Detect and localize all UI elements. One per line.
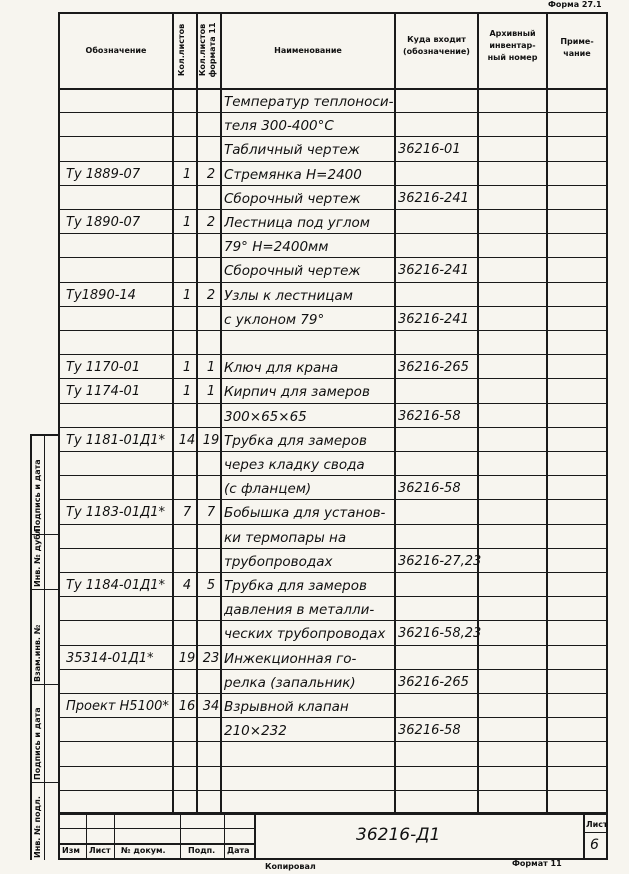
cell-sheets: 1	[182, 360, 192, 376]
cell-name: Бобышка для установ-	[224, 505, 386, 522]
table-row	[58, 621, 608, 645]
table-row	[58, 113, 608, 137]
table-row	[58, 646, 608, 670]
cell-name: ческих трубопроводах	[224, 626, 386, 643]
header-archive: Архивный инвентар- ный номер	[487, 29, 538, 62]
tb-date-label: Дата	[227, 846, 250, 855]
cell-name: Сборочный чертеж	[224, 190, 361, 207]
cell-name: Кирпич для замеров	[224, 384, 370, 401]
cell-name: с уклоном 79°	[224, 311, 325, 328]
header-qty-format: Кол.листов формата 11	[198, 22, 217, 78]
footer-format: Формат 11	[512, 859, 562, 868]
cell-designation: 35314-01Д1*	[66, 650, 154, 666]
header-qty-sheets: Кол.листов	[177, 23, 186, 77]
tb-sheet-divider	[583, 832, 607, 833]
sheet-number: 6	[590, 837, 599, 853]
side-div-4	[30, 782, 58, 783]
cell-designation: Ту 1181-01Д1*	[66, 432, 166, 448]
tb-col-2	[114, 812, 115, 858]
cell-where-used: 36216-58	[398, 723, 461, 739]
doc-code: 36216-Д1	[356, 825, 441, 845]
table-row	[58, 476, 608, 500]
cell-designation: Проект Н5100*	[66, 699, 169, 714]
table-row	[58, 742, 608, 766]
table-row	[58, 258, 608, 282]
table-row	[58, 525, 608, 549]
tb-docno-label: № докум.	[121, 846, 166, 855]
cell-sheets: 16	[178, 699, 196, 714]
cell-sheets: 1	[182, 166, 192, 182]
cell-format: 1	[206, 360, 216, 376]
table-row	[58, 283, 608, 307]
table-row	[58, 186, 608, 210]
header-where-used: Куда входит (обозначение)	[403, 35, 470, 56]
side-sign-date-2: Подпись и дата	[33, 707, 42, 780]
cell-format: 7	[206, 505, 216, 521]
cell-name: Сборочный чертеж	[224, 263, 361, 280]
side-strip-mid	[44, 434, 45, 860]
cell-sheets: 1	[182, 287, 192, 303]
cell-where-used: 36216-01	[398, 142, 461, 158]
cell-designation: Ту 1174-01	[66, 384, 141, 400]
cell-sheets: 1	[182, 384, 192, 400]
side-sign-date-1: Подпись и дата	[33, 459, 42, 532]
cell-where-used: 36216-241	[398, 263, 469, 279]
header-note: Приме- чание	[560, 37, 594, 58]
table-row	[58, 137, 608, 161]
cell-where-used: 36216-58	[398, 481, 461, 497]
title-block-top	[58, 812, 608, 814]
side-vzam-inv: Взам.инв. №	[33, 624, 42, 682]
cell-sheets: 19	[178, 650, 196, 666]
side-div-2	[30, 589, 58, 590]
cell-name: трубопроводах	[224, 553, 333, 570]
cell-name: Ключ для крана	[224, 360, 339, 377]
cell-name: 79° Н=2400мм	[224, 239, 329, 256]
tb-col-1	[86, 812, 87, 858]
table-row	[58, 767, 608, 791]
table-row	[58, 210, 608, 234]
cell-format: 2	[206, 166, 216, 182]
cell-name: Лестница под углом	[224, 215, 370, 231]
cell-name: 300×65×65	[224, 408, 307, 425]
tb-list-label: Лист	[89, 846, 111, 855]
cell-sheets: 7	[182, 505, 192, 521]
cell-where-used: 36216-27,23	[398, 553, 481, 569]
cell-name: Взрывной клапан	[224, 699, 349, 715]
table-row	[58, 355, 608, 379]
cell-designation: Ту 1170-01	[66, 360, 141, 376]
cell-format: 19	[202, 432, 220, 448]
cell-name: релка (запальник)	[224, 674, 356, 691]
cell-name: давления в металли-	[224, 602, 375, 619]
cell-name: Табличный чертеж	[224, 142, 360, 159]
tb-col-4	[224, 812, 225, 858]
table-row	[58, 404, 608, 428]
cell-format: 1	[206, 384, 216, 400]
side-div-3	[30, 684, 58, 685]
cell-sheets: 14	[178, 432, 196, 448]
cell-name: (с фланцем)	[224, 481, 312, 498]
table-row	[58, 331, 608, 355]
table-row	[58, 718, 608, 742]
cell-name: теля 300-400°С	[224, 118, 334, 135]
tb-col-6	[583, 812, 585, 858]
footer-copied: Копировал	[265, 862, 316, 871]
cell-where-used: 36216-265	[398, 360, 469, 376]
table-row	[58, 162, 608, 186]
cell-name: ки термопары на	[224, 529, 347, 546]
table-row	[58, 452, 608, 476]
cell-name: Трубка для замеров	[224, 578, 367, 594]
row-line	[58, 814, 608, 815]
cell-format: 34	[202, 699, 220, 714]
cell-designation: Ту 1183-01Д1*	[66, 505, 166, 521]
table-row	[58, 428, 608, 452]
table-row	[58, 597, 608, 621]
table-row	[58, 694, 608, 718]
table-row	[58, 307, 608, 331]
header-name: Наименование	[274, 46, 342, 55]
cell-name: через кладку свода	[224, 457, 365, 473]
cell-name: 210×232	[224, 723, 287, 740]
table-row	[58, 670, 608, 694]
side-strip-left	[30, 434, 32, 860]
form-label: Форма 27.1	[548, 0, 602, 9]
cell-name: Трубка для замеров	[224, 432, 367, 449]
cell-format: 5	[206, 578, 216, 593]
table-row	[58, 500, 608, 524]
frame-top	[58, 12, 608, 14]
side-inv-dubl: Инв. № дубл.	[33, 525, 42, 587]
table-row	[58, 549, 608, 573]
sheet-label: Лист	[586, 820, 608, 829]
cell-designation: Ту 1184-01Д1*	[66, 578, 166, 593]
table-row	[58, 89, 608, 113]
cell-where-used: 36216-265	[398, 674, 469, 690]
cell-where-used: 36216-241	[398, 190, 469, 206]
table-row	[58, 234, 608, 258]
cell-sheets: 1	[182, 215, 192, 230]
table-row	[58, 573, 608, 597]
cell-designation: Ту 1890-07	[66, 215, 141, 230]
tb-col-5	[254, 812, 256, 858]
cell-sheets: 4	[182, 578, 192, 593]
tb-izm-label: Изм	[62, 846, 80, 855]
cell-where-used: 36216-58	[398, 408, 461, 424]
cell-name: Узлы к лестницам	[224, 287, 353, 304]
tb-col-3	[180, 812, 181, 858]
cell-designation: Ту1890-14	[66, 287, 136, 303]
cell-name: Стремянка Н=2400	[224, 166, 362, 183]
cell-format: 2	[206, 215, 216, 230]
side-inv-podl: Инв. № подл.	[33, 796, 42, 858]
tb-sign-label: Подп.	[188, 846, 216, 855]
cell-name: Инжекционная го-	[224, 650, 357, 667]
cell-designation: Ту 1889-07	[66, 166, 141, 182]
cell-where-used: 36216-241	[398, 311, 469, 327]
cell-where-used: 36216-58,23	[398, 626, 481, 642]
cell-format: 23	[202, 650, 220, 666]
side-strip-top	[30, 434, 58, 436]
header-designation: Обозначение	[85, 46, 147, 55]
cell-format: 2	[206, 287, 216, 303]
cell-name: Температур теплоноси-	[224, 94, 394, 110]
table-row	[58, 379, 608, 403]
